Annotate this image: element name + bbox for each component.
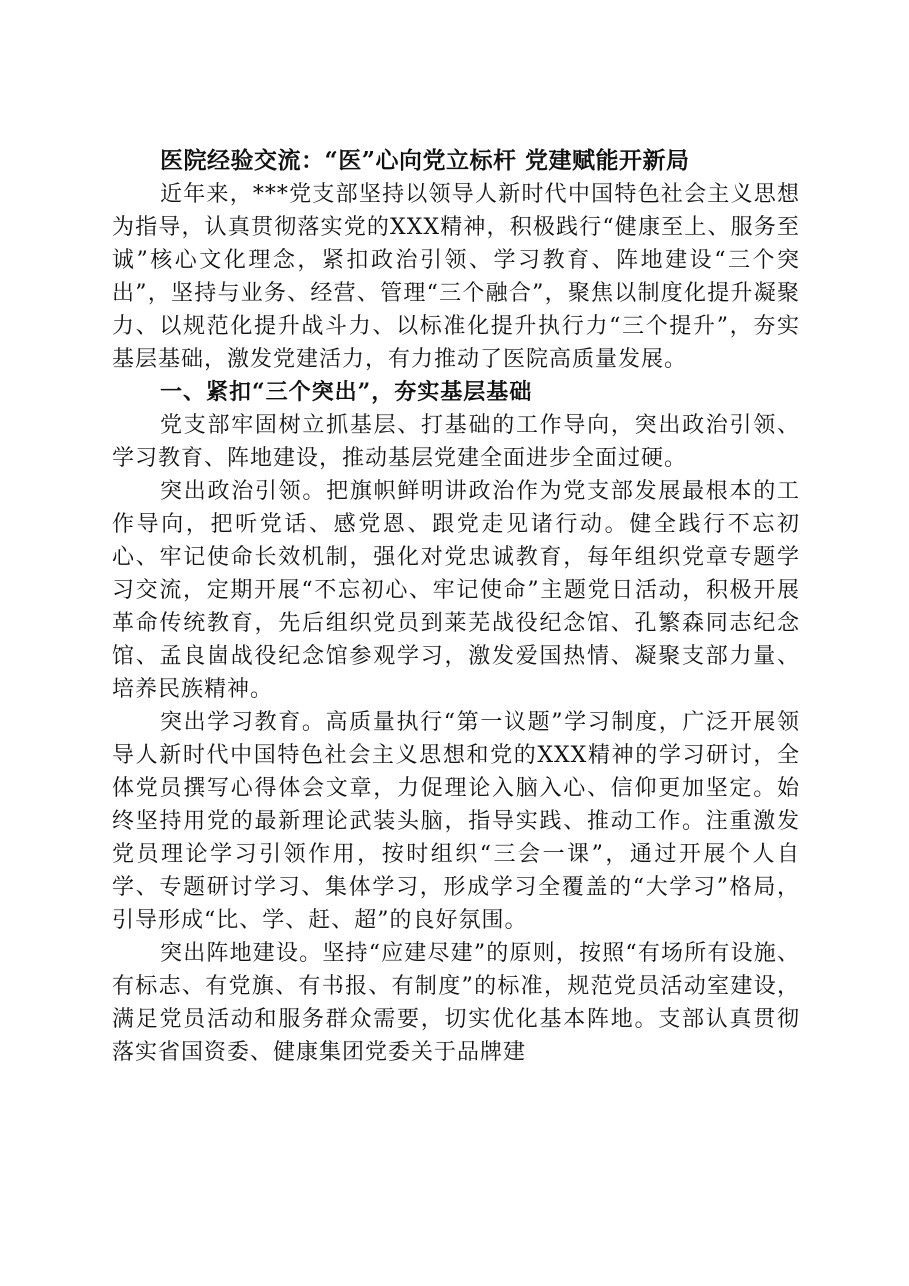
section1-paragraph-2: 突出政治引领。把旗帜鲜明讲政治作为党支部发展最根本的工作导向，把听党话、感党恩、跟党走见诸行动。健全践行不忘初心、牢记使命长效机制，强化对党忠诚教育，每年组织党章专题学习交流，定期开展“不忘初心、牢记使命”主题党日活动，积极开展革命传统教育，先后组织党员到莱芜战役纪念馆、孔繁森同志纪念馆、孟良崮战役纪念馆参观学习，激发爱国热情、凝聚支部力量、培养民族精神。 — [112, 479, 800, 702]
document-title: 医院经验交流：“医”心向党立标杆 党建赋能开新局 — [160, 147, 690, 174]
section1-paragraph-3: 突出学习教育。高质量执行“第一议题”学习制度，广泛开展领导人新时代中国特色社会主义思想和党的XXX精神的学习研讨，全体党员撰写心得体会文章，力促理论入脑入心、信仰更加坚定。始终坚持用党的最新理论武装头脑，指导实践、推动工作。注重激发党员理论学习引领作用，按时组织“三会一课”，通过开展个人自学、专题研讨学习、集体学习，形成学习全覆盖的“大学习”格局，引导形成“比、学、赶、超”的良好氛围。 — [112, 710, 800, 933]
section-heading-1: 一、紧扣“三个突出”，夯实基层基础 — [160, 379, 533, 405]
section1-paragraph-1: 党支部牢固树立抓基层、打基础的工作导向，突出政治引领、学习教育、阵地建设，推动基层党建全面进步全面过硬。 — [112, 413, 800, 471]
intro-paragraph: 近年来，***党支部坚持以领导人新时代中国特色社会主义思想为指导，认真贯彻落实党的XXX精神，积极践行“健康至上、服务至诚”核心文化理念，紧扣政治引领、学习教育、阵地建设“三个突出”，坚持与业务、经营、管理“三个融合”，聚焦以制度化提升凝聚力、以规范化提升战斗力、以标准化提升执行力“三个提升”，夯实基层基础，激发党建活力，有力推动了医院高质量发展。 — [112, 182, 800, 372]
section1-paragraph-4: 突出阵地建设。坚持“应建尽建”的原则，按照“有场所有设施、有标志、有党旗、有书报、有制度”的标准，规范党员活动室建设，满足党员活动和服务群众需要，切实优化基本阵地。支部认真贯彻落实省国资委、健康集团党委关于品牌建 — [112, 941, 800, 1065]
document-page — [112, 148, 800, 1069]
